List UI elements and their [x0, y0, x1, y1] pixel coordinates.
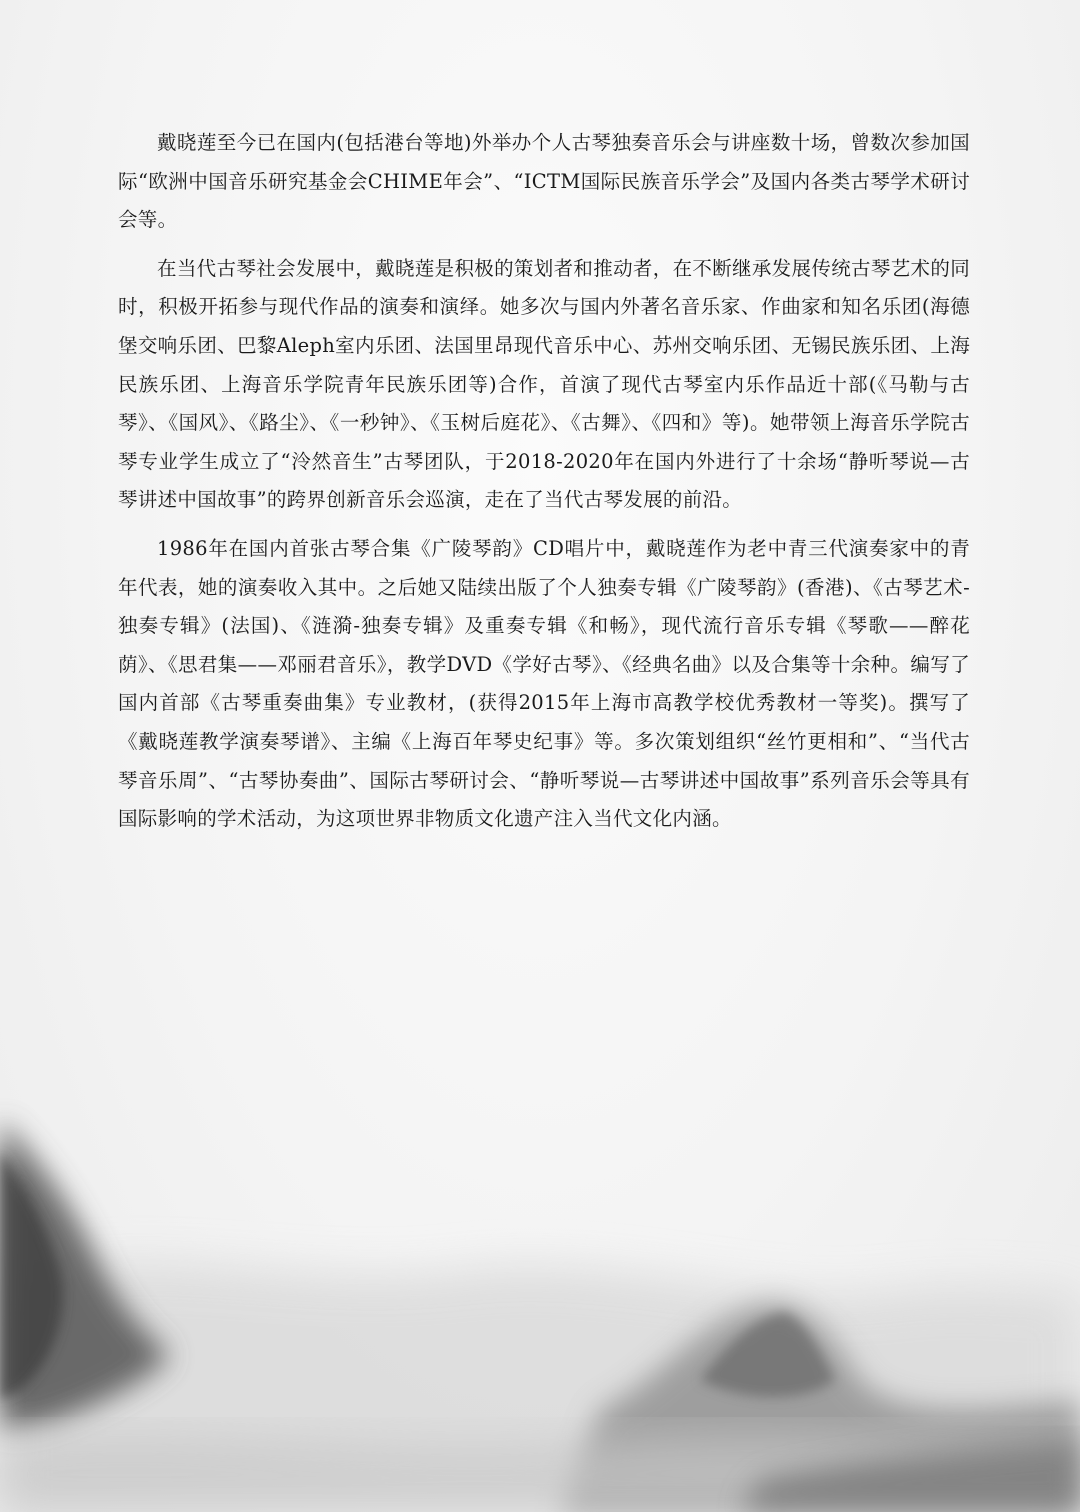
paragraph-publications: 1986年在国内首张古琴合集《广陵琴韵》CD唱片中，戴晓莲作为老中青三代演奏家中的青年代表，她的演奏收入其中。之后她又陆续出版了个人独奏专辑《广陵琴韵》(香港)、《古琴艺术-独奏专辑》(法国)、《涟漪-独奏专辑》及重奏专辑《和畅》，现代流行音乐专辑《琴歌——醉花荫》、《思君集——邓丽君音乐》，教学DVD《学好古琴》、《经典名曲》以及合集等十余种。编写了国内首部《古琴重奏曲集》专业教材，(获得2015年上海市高教学校优秀教材一等奖)。撰写了《戴晓莲教学演奏琴谱》、主编《上海百年琴史纪事》等。多次策划组织“丝竹更相和”、“当代古琴音乐周”、“古琴协奏曲”、国际古琴研讨会、“静听琴说—古琴讲述中国故事”系列音乐会等具有国际影响的学术活动，为这项世界非物质文化遗产注入当代文化内涵。: [118, 536, 970, 831]
paragraph-contemporary-works: 在当代古琴社会发展中，戴晓莲是积极的策划者和推动者，在不断继承发展传统古琴艺术的同时，积极开拓参与现代作品的演奏和演绎。她多次与国内外著名音乐家、作曲家和知名乐团(海德堡交响乐团、巴黎Aleph室内乐团、法国里昂现代音乐中心、苏州交响乐团、无锡民族乐团、上海民族乐团、上海音乐学院青年民族乐团等)合作，首演了现代古琴室内乐作品近十部(《马勒与古琴》、《国风》、《路尘》、《一秒钟》、《玉树后庭花》、《古舞》、《四和》等)。她带领上海音乐学院古琴专业学生成立了“泠然音生”古琴团队，于2018-2020年在国内外进行了十余场“静听琴说—古琴讲述中国故事”的跨界创新音乐会巡演，走在了当代古琴发展的前沿。: [118, 256, 970, 512]
paragraph-concerts: 戴晓莲至今已在国内(包括港台等地)外举办个人古琴独奏音乐会与讲座数十场，曾数次参加国际“欧洲中国音乐研究基金会CHIME年会”、“ICTM国际民族音乐学会”及国内各类古琴学术研讨会等。: [118, 131, 970, 232]
biography-text: [118, 124, 970, 849]
ink-mountain-illustration: [0, 1080, 1080, 1512]
